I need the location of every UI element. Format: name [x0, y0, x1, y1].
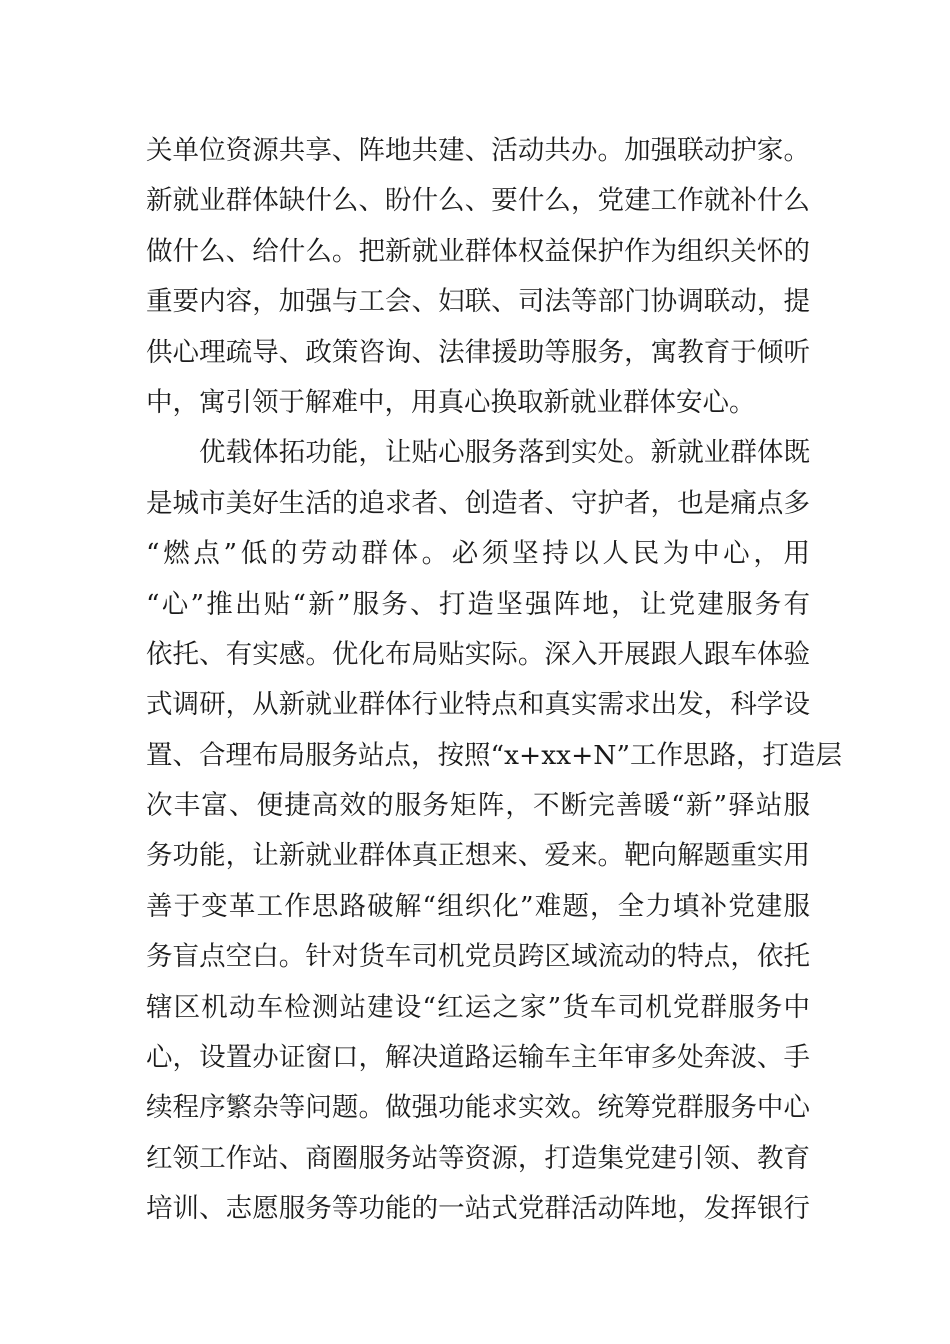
text-line: 重要内容，加强与工会、妇联、司法等部门协调联动，提	[146, 286, 810, 318]
text-line: 关单位资源共享、阵地共建、活动共办。加强联动护家。	[146, 135, 810, 166]
text-line: 务功能，让新就业群体真正想来、爱来。靶向解题重实用	[146, 840, 810, 872]
text-line: 供心理疏导、政策咨询、法律援助等服务，寓教育于倾听	[146, 336, 810, 368]
text-line: 次丰富、便捷高效的服务矩阵，不断完善暖“新”驿站服	[146, 790, 810, 822]
text-line: 中，寓引领于解难中，用真心换取新就业群体安心。	[146, 386, 756, 418]
text-line: “燃点”低的劳动群体。必须坚持以人民为中心，用	[146, 538, 810, 570]
text-line: 辖区机动车检测站建设“红运之家”货车司机党群服务中	[146, 991, 810, 1023]
body-text	[146, 126, 843, 1235]
text-line: 培训、志愿服务等功能的一站式党群活动阵地，发挥银行	[146, 1193, 810, 1225]
text-line: 依托、有实感。优化布局贴实际。深入开展跟人跟车体验	[146, 638, 810, 670]
text-line: 心，设置办证窗口，解决道路运输车主年审多处奔波、手	[146, 1042, 810, 1074]
text-line: 务盲点空白。针对货车司机党员跨区域流动的特点，依托	[146, 941, 810, 973]
text-line: “心”推出贴“新”服务、打造坚强阵地，让党建服务有	[146, 588, 810, 620]
text-line: 善于变革工作思路破解“组织化”难题，全力填补党建服	[146, 890, 810, 922]
text-line: 续程序繁杂等问题。做强功能求实效。统筹党群服务中心	[146, 1092, 810, 1124]
text-line: 置、合理布局服务站点，按照“x+xx+N”工作思路，打造层	[146, 739, 843, 771]
text-line: 式调研，从新就业群体行业特点和真实需求出发，科学设	[146, 689, 810, 721]
text-line: 做什么、给什么。把新就业群体权益保护作为组织关怀的	[146, 235, 810, 267]
paragraph-first-line: 优载体拓功能，让贴心服务落到实处。新就业群体既	[199, 437, 810, 469]
text-line: 是城市美好生活的追求者、创造者、守护者，也是痛点多	[146, 487, 810, 519]
text-line: 新就业群体缺什么、盼什么、要什么，党建工作就补什么	[146, 185, 810, 217]
text-line: 红领工作站、商圈服务站等资源，打造集党建引领、教育	[146, 1142, 810, 1174]
